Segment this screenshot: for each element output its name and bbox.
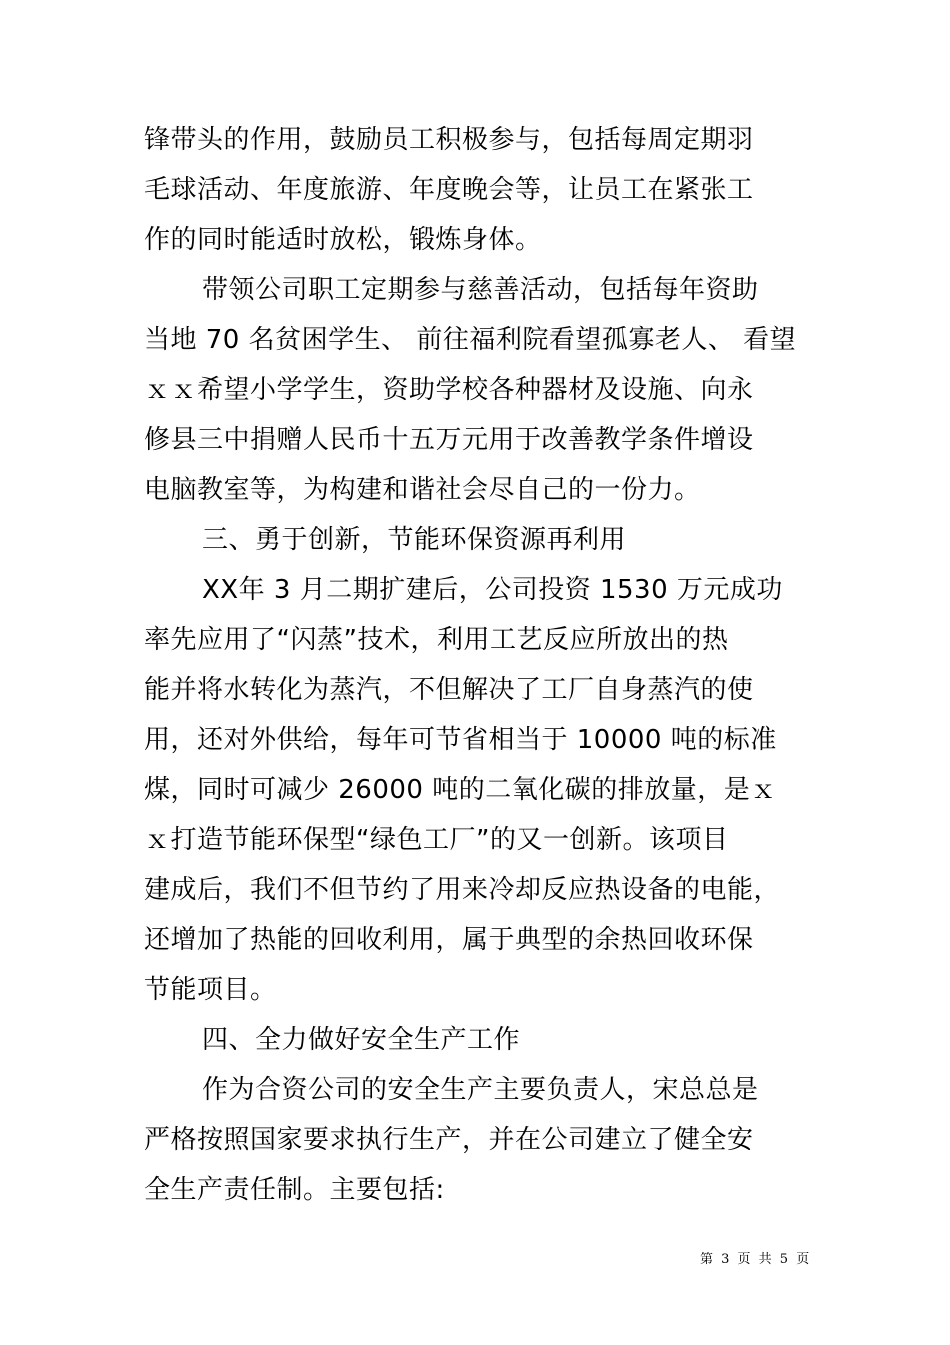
text-line: ｘｘ希望小学学生，资助学校各种器材及设施、向永 [144, 375, 754, 405]
text-line: 严格按照国家要求执行生产，并在公司建立了健全安 [144, 1125, 754, 1155]
text-line: 锋带头的作用，鼓励员工积极参与，包括每周定期羽 [144, 125, 754, 155]
text-line: 作为合资公司的安全生产主要负责人，宋总总是 [202, 1075, 759, 1105]
text-line: 全生产责任制。主要包括: [144, 1175, 445, 1205]
text-line: 电脑教室等，为构建和谐社会尽自己的一份力。 [144, 475, 701, 505]
text-line: 毛球活动、年度旅游、年度晚会等，让员工在紧张工 [144, 175, 754, 205]
text-line: ｘ打造节能环保型“绿色工厂”的又一创新。该项目 [144, 825, 729, 855]
body-text [144, 115, 824, 1215]
text-line: 四、全力做好安全生产工作 [202, 1025, 521, 1055]
text-line: XX年 3 月二期扩建后，公司投资 1530 万元成功 [202, 575, 783, 605]
text-line: 带领公司职工定期参与慈善活动，包括每年资助 [202, 275, 759, 305]
text-line: 修县三中捐赠人民币十五万元用于改善教学条件增设 [144, 425, 754, 455]
text-line: 作的同时能适时放松，锻炼身体。 [144, 225, 542, 255]
text-line: 能并将水转化为蒸汽，不但解决了工厂自身蒸汽的使 [144, 675, 754, 705]
text-line: 当地 70 名贫困学生、 前往福利院看望孤寡老人、 看望 [144, 325, 797, 355]
text-line: 建成后，我们不但节约了用来冷却反应热设备的电能， [144, 875, 781, 905]
page-number-footer: 第 3 页 共 5 页 [700, 1252, 812, 1267]
text-line: 煤，同时可减少 26000 吨的二氧化碳的排放量，是ｘ [144, 775, 777, 805]
text-line: 三、勇于创新，节能环保资源再利用 [202, 525, 627, 555]
text-line: 节能项目。 [144, 975, 277, 1005]
text-line: 用，还对外供给，每年可节省相当于 10000 吨的标准 [144, 725, 777, 755]
text-line: 率先应用了“闪蒸”技术，利用工艺反应所放出的热 [144, 625, 729, 655]
text-line: 还增加了热能的回收利用，属于典型的余热回收环保 [144, 925, 754, 955]
